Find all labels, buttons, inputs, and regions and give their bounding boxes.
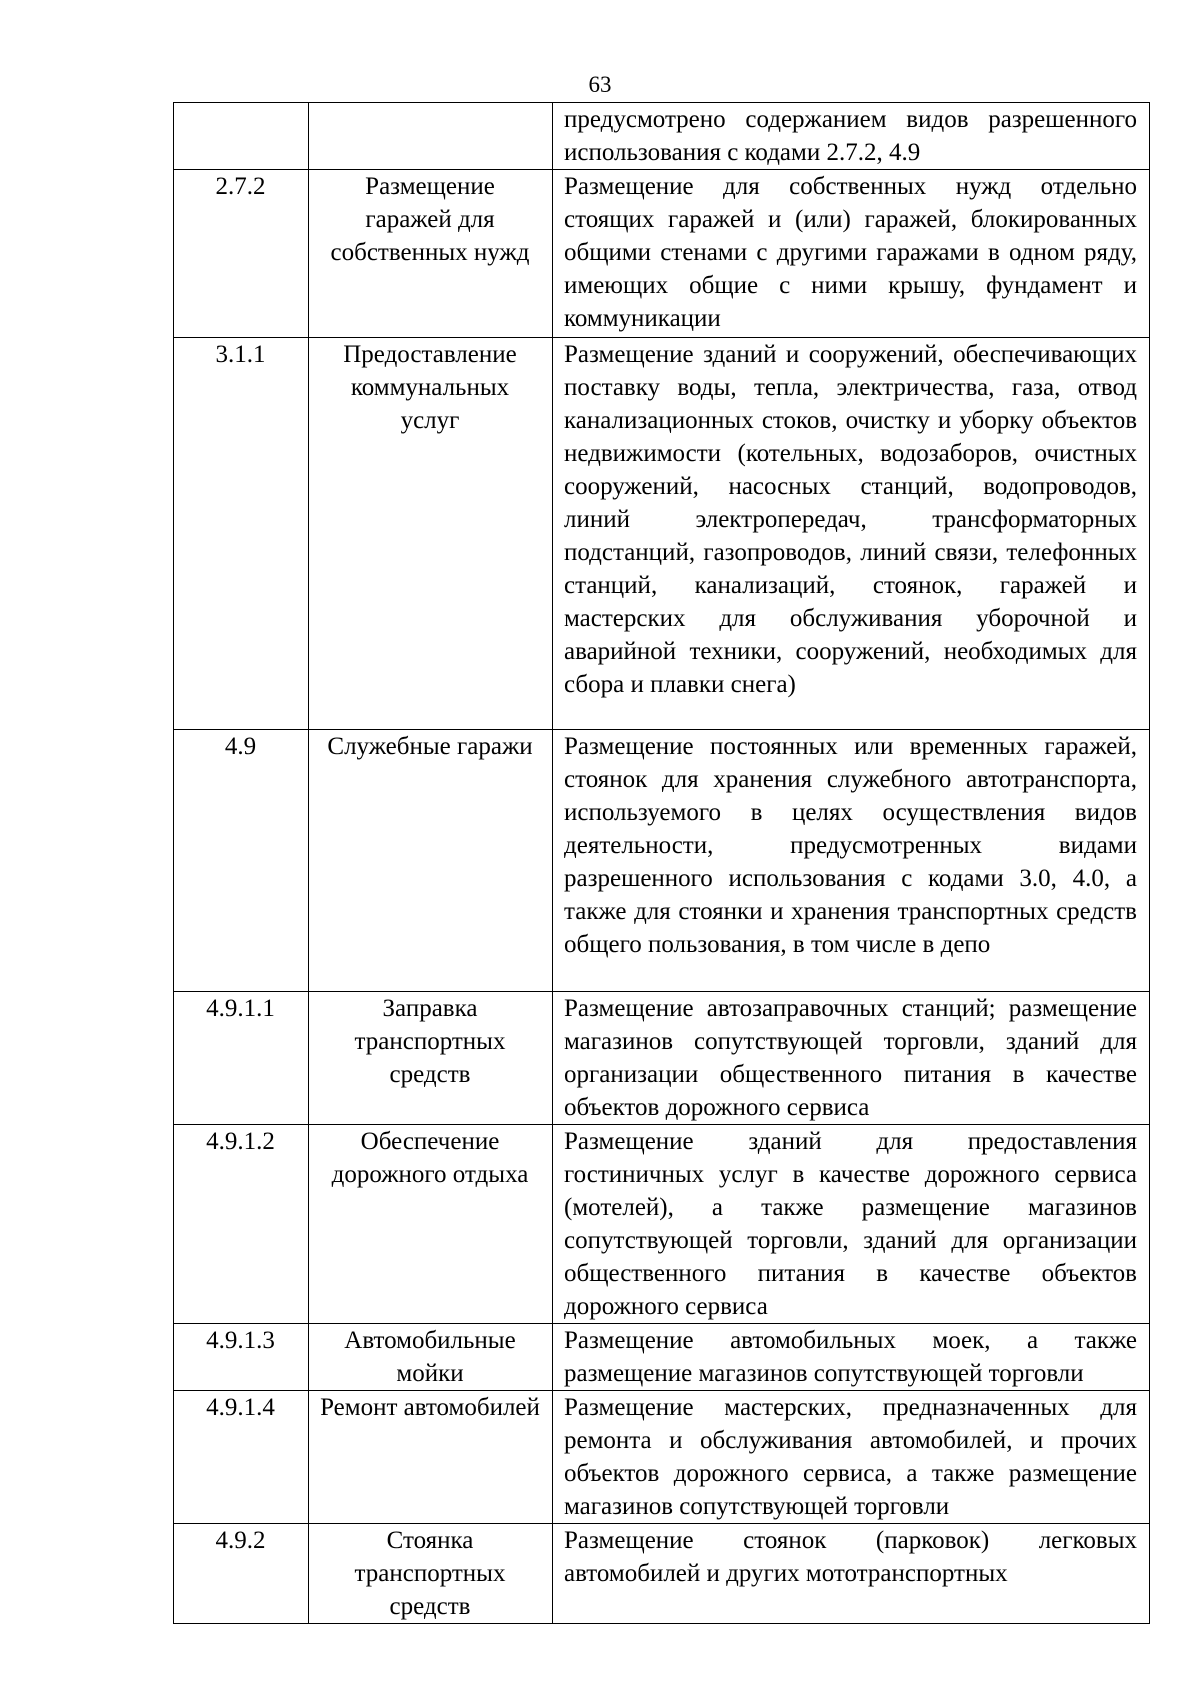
description-cell: Размещение автозаправочных станций; размещение магазинов сопутствующей торговли, зданий для организации общественного питания в качестве объектов дорожного сервиса bbox=[553, 992, 1150, 1125]
name-cell: Предоставление коммунальных услуг bbox=[309, 338, 553, 730]
description-cell: Размещение зданий для предоставления гостиничных услуг в качестве дорожного сервиса (мотелей), а также размещение магазинов сопутствующей торговли, зданий для организации общественного питания в качестве объектов дорожного сервиса bbox=[553, 1125, 1150, 1324]
code-cell bbox=[174, 103, 309, 170]
name-cell: Служебные гаражи bbox=[309, 730, 553, 992]
table-row bbox=[174, 338, 1150, 730]
page-number: 63 bbox=[588, 72, 612, 97]
name-cell bbox=[309, 103, 553, 170]
description-cell: Размещение постоянных или временных гаражей, стоянок для хранения служебного автотранспорта, используемого в целях осуществления видов деятельности, предусмотренных видами разрешенного использования с кодами 3.0, 4.0, а также для стоянки и хранения транспортных средств общего пользования, в том числе в депо bbox=[553, 730, 1150, 992]
code-cell: 4.9.1.2 bbox=[174, 1125, 309, 1324]
name-cell: Размещение гаражей для собственных нужд bbox=[309, 170, 553, 338]
description-cell: Размещение мастерских, предназначенных для ремонта и обслуживания автомобилей, и прочих объектов дорожного сервиса, а также размещение магазинов сопутствующей торговли bbox=[553, 1391, 1150, 1524]
description-cell: Размещение стоянок (парковок) легковых автомобилей и других мототранспортных bbox=[553, 1524, 1150, 1624]
table-row bbox=[174, 1125, 1150, 1324]
code-cell: 4.9.2 bbox=[174, 1524, 309, 1624]
name-cell: Автомобильные мойки bbox=[309, 1324, 553, 1391]
table-row bbox=[174, 170, 1150, 338]
table-row bbox=[174, 992, 1150, 1125]
name-cell: Ремонт автомобилей bbox=[309, 1391, 553, 1524]
land-use-table bbox=[173, 102, 1150, 1624]
table-row bbox=[174, 1324, 1150, 1391]
table-row bbox=[174, 730, 1150, 992]
code-cell: 4.9.1.4 bbox=[174, 1391, 309, 1524]
table-row bbox=[174, 103, 1150, 170]
code-cell: 4.9 bbox=[174, 730, 309, 992]
name-cell: Стоянка транспортных средств bbox=[309, 1524, 553, 1624]
name-cell: Заправка транспортных средств bbox=[309, 992, 553, 1125]
description-cell: Размещение для собственных нужд отдельно стоящих гаражей и (или) гаражей, блокированных общими стенами с другими гаражами в одном ряду, имеющих общие с ними крышу, фундамент и коммуникации bbox=[553, 170, 1150, 338]
description-cell: Размещение автомобильных моек, а также размещение магазинов сопутствующей торговли bbox=[553, 1324, 1150, 1391]
code-cell: 2.7.2 bbox=[174, 170, 309, 338]
description-cell: Размещение зданий и сооружений, обеспечивающих поставку воды, тепла, электричества, газа, отвод канализационных стоков, очистку и уборку объектов недвижимости (котельных, водозаборов, очистных сооружений, насосных станций, водопроводов, линий электропередач, трансформаторных подстанций, газопроводов, линий связи, телефонных станций, канализаций, стоянок, гаражей и мастерских для обслуживания уборочной и аварийной техники, сооружений, необходимых для сбора и плавки снега) bbox=[553, 338, 1150, 730]
code-cell: 3.1.1 bbox=[174, 338, 309, 730]
table-row bbox=[174, 1524, 1150, 1624]
code-cell: 4.9.1.3 bbox=[174, 1324, 309, 1391]
name-cell: Обеспечение дорожного отдыха bbox=[309, 1125, 553, 1324]
code-cell: 4.9.1.1 bbox=[174, 992, 309, 1125]
description-cell: предусмотрено содержанием видов разрешенного использования с кодами 2.7.2, 4.9 bbox=[553, 103, 1150, 170]
table-row bbox=[174, 1391, 1150, 1524]
